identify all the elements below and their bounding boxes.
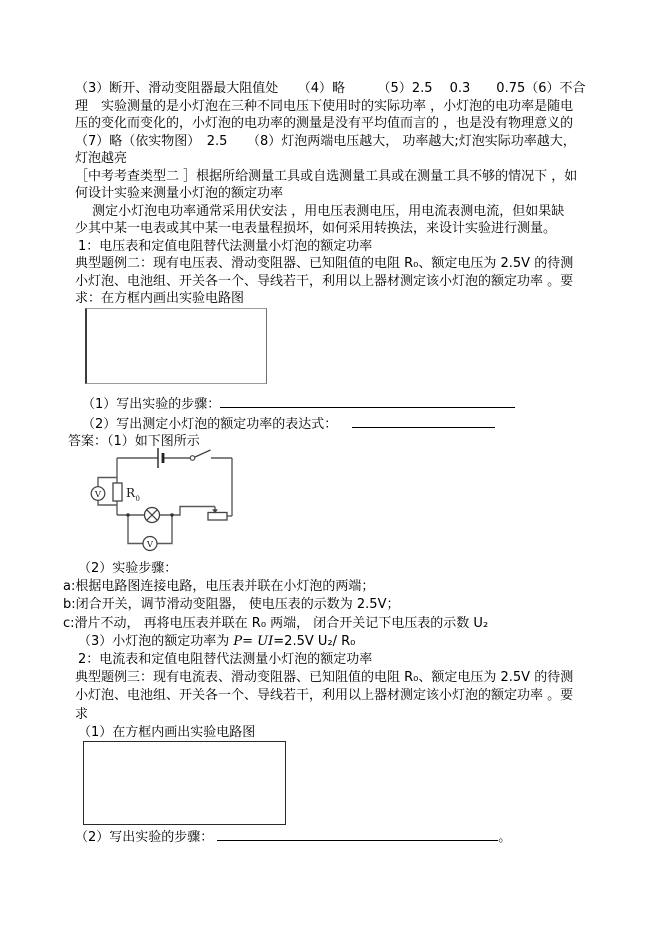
question-2-label: （2）写出测定小灯泡的额定功率的表达式： — [82, 416, 338, 432]
voltmeter-top-label: V — [94, 489, 102, 500]
text-line: 小灯泡、电池组、开关各一个、导线若干，利用以上器材测定该小灯泡的额定功率 。要 — [75, 273, 574, 289]
text-line: 小灯泡、电池组、开关各一个、导线若干，利用以上器材测定该小灯泡的额定功率 。要 — [75, 688, 574, 704]
switch-icon — [190, 450, 210, 460]
text-line: ［中考考查类型二 ］根据所给测量工具或自选测量工具或在测量工具不够的情况下 ，如 — [75, 168, 578, 184]
resistor-r0-subscript: 0 — [135, 495, 140, 503]
question-2 — [63, 414, 631, 434]
question-steps-2-label: （2）写出实验的步骤： — [75, 830, 214, 845]
formula-prefix: （3）小灯泡的额定功率为 — [78, 633, 234, 649]
question-block — [63, 394, 631, 451]
step-a: a:根据电路图连接电路，电压表并联在小灯泡的两端； — [63, 579, 375, 595]
answer-intro: 答案：（1）如下图所示 — [68, 434, 200, 449]
question-1-label: （1）写出实验的步骤： — [82, 397, 221, 412]
step-b: b:闭合开关，调节滑动变阻器， 使电压表的示数为 2.5V； — [63, 597, 400, 613]
text-line: 求：在方框内画出实验电路图 — [75, 291, 245, 306]
text-line: 典型题例二：现有电压表、滑动变阻器、已知阻值的电阻 R₀、额定电压为 2.5V 的待测 — [75, 256, 574, 271]
question-steps-2 — [63, 827, 631, 847]
answer-box-2 — [83, 741, 286, 825]
text-line: 灯泡越亮 — [75, 151, 128, 166]
section2-title: 2：电流表和定值电阻替代法测量小灯泡的额定功率 — [78, 652, 373, 668]
question-1 — [63, 394, 631, 414]
junction-dot — [126, 513, 129, 516]
text-line: （3）断开、滑动变阻器最大阻值处 （4）略 （5）2.5 0.3 0.75（6）不合 — [75, 81, 586, 96]
text-line: （7）略（依实物图） 2.5 （8）灯泡两端电压越大， 功率越大;灯泡实际功率越大， — [75, 133, 576, 149]
resistor-r0-icon — [113, 483, 122, 501]
text-line: 求 — [75, 706, 89, 722]
formula-rest: =2.5V U₂/ R₀ — [273, 633, 356, 649]
draw-circuit-instruction: （1）在方框内画出实验电路图 — [78, 724, 256, 740]
voltmeter-bottom-label: V — [146, 539, 154, 550]
text-line: 测定小灯泡电功率通常采用伏安法 ，用电压表测电压，用电流表测电流，但如果缺 — [75, 203, 565, 219]
circuit-diagram — [85, 444, 247, 572]
formula-symbols: P= UI — [233, 633, 274, 649]
power-formula-line — [63, 633, 631, 651]
resistor-r0-label: R — [126, 486, 136, 500]
junction-dot — [170, 513, 173, 516]
steps-heading: （2）实验步骤： — [78, 561, 178, 576]
text-line: 何设计实验来测量小灯泡的额定功率 — [75, 186, 284, 201]
battery-icon — [158, 448, 163, 468]
steps-block — [63, 560, 631, 742]
text-line: 典型题例三：现有电流表、滑动变阻器、已知阻值的电阻 R₀、额定电压为 2.5V 的待测 — [75, 670, 574, 686]
answer-blank-2 — [352, 414, 495, 428]
answer-blank-1 — [220, 394, 515, 408]
tail-block — [63, 827, 631, 847]
section1-title: 1：电压表和定值电阻替代法测量小灯泡的额定功率 — [78, 238, 373, 254]
step-c: c:滑片不动， 再将电压表并联在 R₀ 两端， 闭合开关记下电压表的示数 U₂ — [63, 615, 489, 631]
rheostat-icon — [208, 509, 227, 520]
text-line: 少其中某一电表或其中某一电表量程损坏，如何采用转换法，来设计实验进行测量。 — [75, 221, 557, 236]
text-line: 压的变化而变化的，小灯泡的电功率的测量是没有平均值而言的 ，也是没有物理意义的 — [75, 116, 574, 131]
answer-box-1 — [85, 308, 267, 384]
lamp-icon — [145, 508, 160, 523]
intro-text-block — [63, 80, 631, 308]
text-line: 理 实验测量的是小灯泡在三种不同电压下使用时的实际功率 ，小灯泡的电功率是随电 — [75, 98, 574, 114]
answer-blank-3 — [217, 827, 498, 841]
period: 。 — [498, 830, 512, 845]
